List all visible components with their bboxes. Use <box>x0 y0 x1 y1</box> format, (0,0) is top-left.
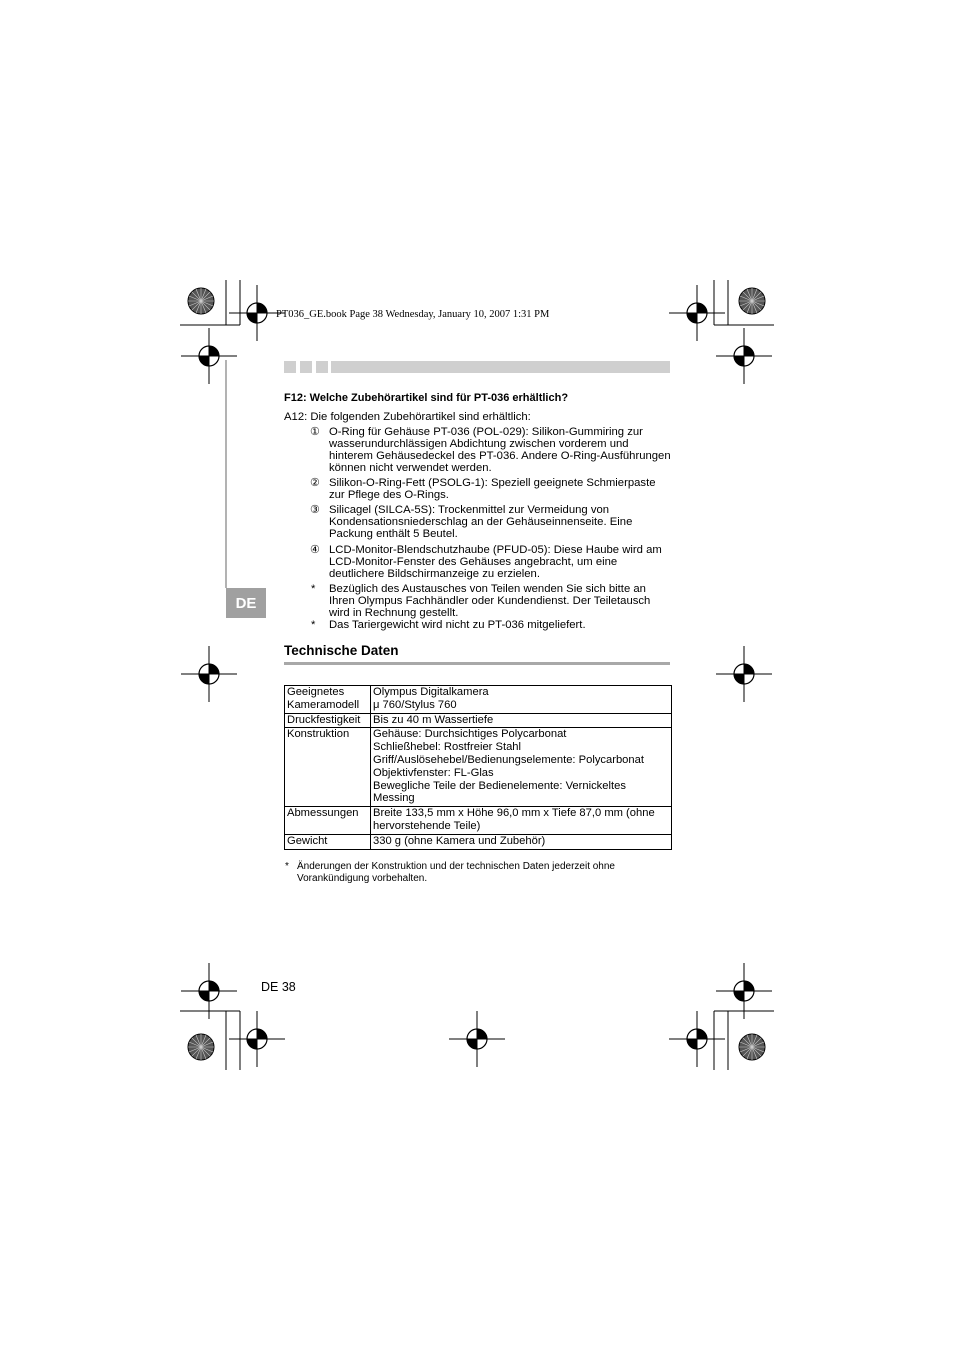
section-divider <box>284 662 670 665</box>
item-number: ④ <box>310 544 320 556</box>
table-row <box>285 728 672 807</box>
accessory-item: Silikon-O-Ring-Fett (PSOLG-1): Speziell geeignete Schmierpaste zur Pflege des O-Rings. <box>329 477 656 501</box>
faq-question: F12: Welche Zubehörartikel sind für PT-036 erhältlich? <box>284 392 569 404</box>
language-tab: DE <box>226 588 266 618</box>
note-mark: * <box>311 619 316 631</box>
faq-answer-intro: A12: Die folgenden Zubehörartikel sind erhältlich: <box>284 411 531 423</box>
item-number: ① <box>310 426 320 438</box>
item-number: ② <box>310 477 320 489</box>
table-row <box>285 807 672 835</box>
spec-value: Gehäuse: Durchsichtiges Polycarbonat Schließhebel: Rostfreier Stahl Griff/Auslösehebel/Bedienungselemente: Polycarbonat Objektivfenster: FL-Glas Bewegliche Teile der Bedienelemente: Vernickeltes Messing <box>371 728 672 807</box>
table-row <box>285 686 672 714</box>
spec-value: Breite 133,5 mm x Höhe 96,0 mm x Tiefe 87,0 mm (ohne hervorstehende Teile) <box>371 807 672 835</box>
spec-key: Abmessungen <box>285 807 371 835</box>
table-row <box>285 713 672 728</box>
note-mark: * <box>311 583 316 595</box>
accessory-item: LCD-Monitor-Blendschutzhaube (PFUD-05): Diese Haube wird am LCD-Monitor-Fenster des Gehäuses angebracht, um eine deutlichere Bildschirmanzeige zu erzielen. <box>329 544 662 580</box>
accessory-item: O-Ring für Gehäuse PT-036 (POL-029): Silikon-Gummiring zur wasserundurchlässigen Abdichtung zwischen vorderem und hinterem Gehäusedeckel des PT-036. Andere O-Ring-Ausführungen können nicht verwendet werden. <box>329 426 671 474</box>
note: Bezüglich des Austausches von Teilen wenden Sie sich bitte an Ihren Olympus Fachhändler oder Kundendienst. Der Teiletausch wird in Rechnung gestellt. <box>329 583 651 619</box>
spec-key: Druckfestigkeit <box>285 713 371 728</box>
footnote-mark: * <box>285 861 289 872</box>
spec-table <box>284 685 672 850</box>
section-title: Technische Daten <box>284 643 399 658</box>
note: Das Tariergewicht wird nicht zu PT-036 mitgeliefert. <box>329 619 586 631</box>
print-header: PT036_GE.book Page 38 Wednesday, January 10, 2007 1:31 PM <box>276 309 550 320</box>
spec-value: Bis zu 40 m Wassertiefe <box>371 713 672 728</box>
accessory-item: Silicagel (SILCA-5S): Trockenmittel zur Vermeidung von Kondensationsniederschlag an der Gehäuseinnenseite. Eine Packung enthält 5 Beutel. <box>329 504 633 540</box>
spec-key: Gewicht <box>285 834 371 849</box>
footnote: Änderungen der Konstruktion und der technischen Daten jederzeit ohne Vorankündigung vorbehalten. <box>297 861 615 885</box>
header-bar <box>331 361 670 373</box>
header-bar-square-2 <box>300 361 312 373</box>
header-bar-square-3 <box>316 361 328 373</box>
item-number: ③ <box>310 504 320 516</box>
page-number: DE 38 <box>261 980 296 994</box>
spec-key: Geeignetes Kameramodell <box>285 686 371 714</box>
spec-value: 330 g (ohne Kamera und Zubehör) <box>371 834 672 849</box>
spec-key: Konstruktion <box>285 728 371 807</box>
header-bar-square-1 <box>284 361 296 373</box>
spec-value: Olympus Digitalkamera μ 760/Stylus 760 <box>371 686 672 714</box>
table-row <box>285 834 672 849</box>
